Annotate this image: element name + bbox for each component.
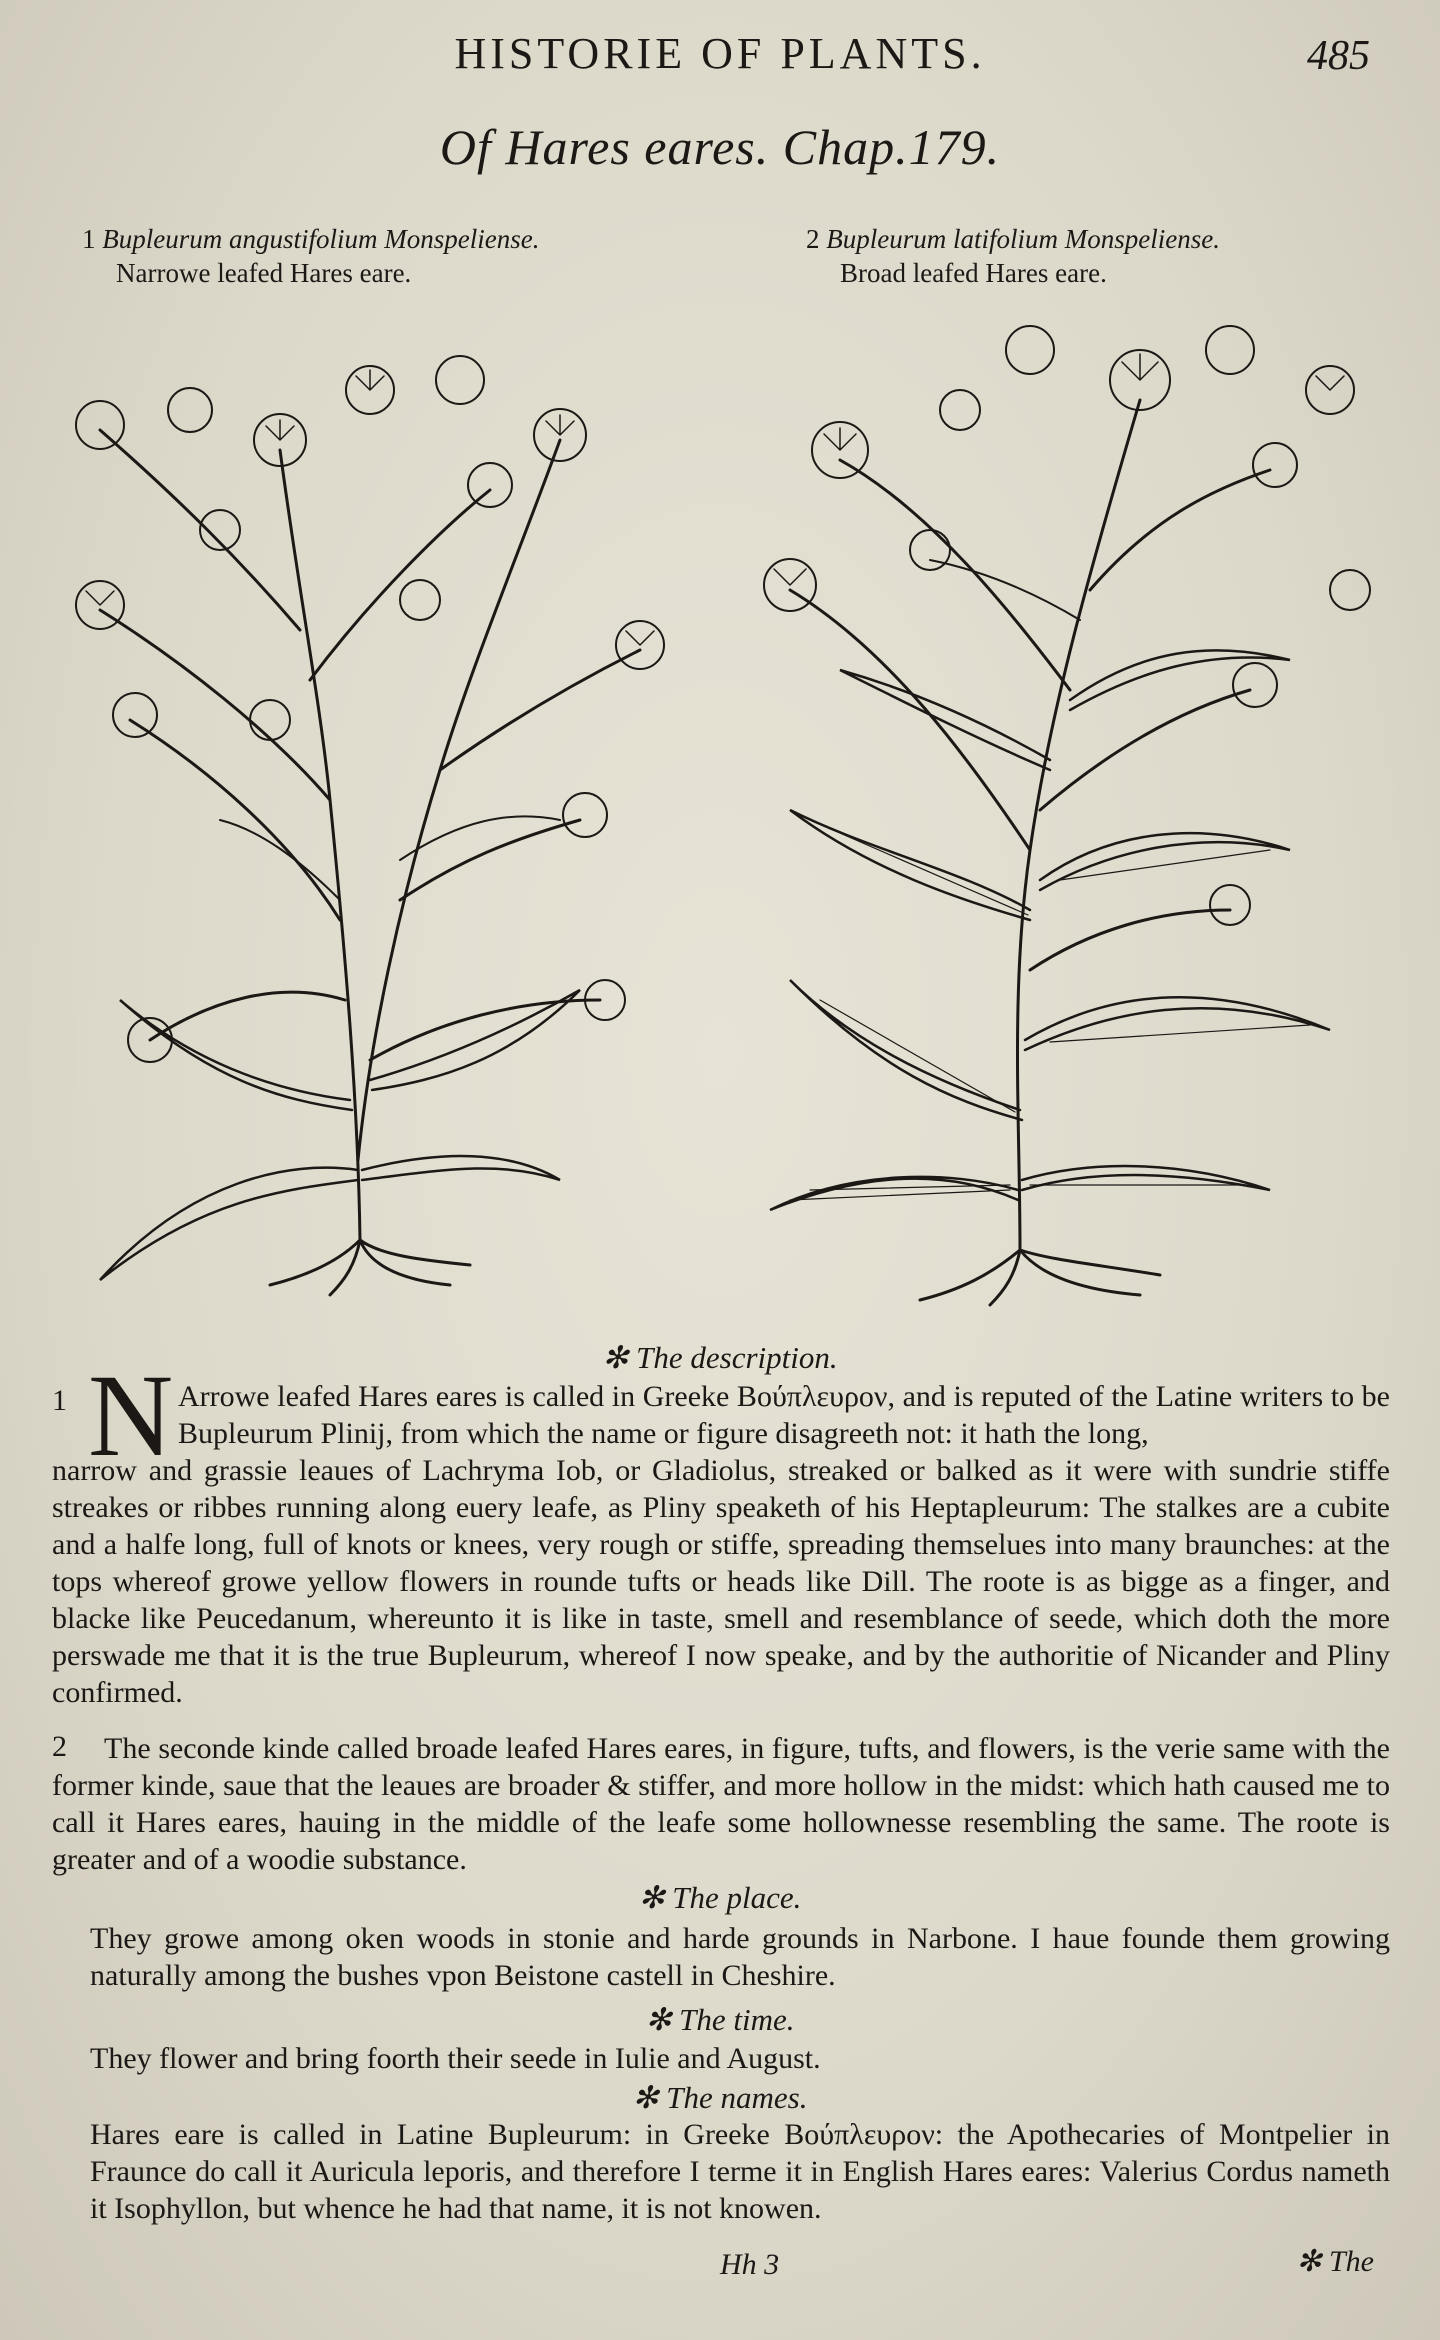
figure-1-latin-name: Bupleurum angustifolium Monspeliense.: [102, 224, 540, 254]
drop-capital: N: [88, 1350, 174, 1481]
names-paragraph: Hares eare is called in Latine Bupleurum: in Greeke Βούπλευρον: the Apothecaries of Montpelier in Fraunce do call it Auricula leporis, and therefore I terme it in English Hares eares: Valerius Cordus nameth it Isophyllon, but whence he had that name, it is not knowen.: [90, 2118, 1390, 2225]
signature-mark: Hh 3: [720, 2248, 780, 2281]
section-heading-description: ✻ The description.: [602, 1340, 838, 1375]
running-head: HISTORIE OF PLANTS.: [454, 29, 986, 78]
section-heading-place: ✻ The place.: [638, 1880, 802, 1915]
figure-2-english-name: Broad leafed Hares eare.: [840, 258, 1107, 288]
catchword: ✻ The: [1296, 2245, 1374, 2278]
woodcut-broad-leafed-hares-eare: [730, 290, 1410, 1310]
figure-1-number: 1: [82, 224, 96, 254]
time-paragraph: They flower and bring foorth their seede in Iulie and August.: [90, 2042, 821, 2075]
figure-2-number: 2: [806, 224, 820, 254]
figure-1-caption: [82, 222, 682, 290]
place-paragraph: They growe among oken woods in stonie and harde grounds in Narbone. I haue founde them growing naturally among the bushes vpon Beistone castell in Cheshire.: [90, 1922, 1390, 1992]
paragraph-2-number: 2: [52, 1730, 67, 1763]
description-paragraph-1: narrow and grassie leaues of Lachryma Iob, or Gladiolus, streaked or balked as it were with sundrie stiffe streakes or ribbes running along euery leafe, as Pliny speaketh of his Heptapleurum: The stalkes are a cubite and a halfe long, full of knots or knees, very rough or stiffe, spreading themselues into many braunches: at the tops whereof growe yellow flowers in rounde tufts or heads like Dill. The roote is as bigge as a finger, and blacke like Peucedanum, whereunto it is like in taste, smell and resemblance of seede, which doth the more perswade me that it is the true Bupleurum, whereof I now speake, and by the authoritie of Nicander and Pliny confirmed.: [52, 1454, 1390, 1709]
section-heading-time: ✻ The time.: [645, 2002, 795, 2037]
figure-2-caption: [806, 222, 1366, 290]
page-number: 485: [1307, 33, 1370, 79]
paragraph-1-number: 1: [52, 1384, 67, 1417]
woodcut-narrow-leafed-hares-eare: [40, 300, 680, 1300]
description-paragraph-1-opening: Arrowe leafed Hares eares is called in Greeke Βούπλευρον, and is reputed of the Latine writers to be Bupleurum Plinij, from which the name or figure disagreeth not: it hath the long,: [178, 1380, 1390, 1450]
chapter-title: Of Hares eares. Chap.179.: [439, 119, 1001, 175]
description-paragraph-2: The seconde kinde called broade leafed Hares eares, in figure, tufts, and flowers, is the verie same with the former kinde, saue that the leaues are broader & stiffer, and more hollow in the midst: which hath caused me to call it Hares eares, hauing in the middle of the leafe some hollownesse resembling the same. The roote is greater and of a woodie substance.: [52, 1732, 1390, 1876]
section-heading-names: ✻ The names.: [632, 2080, 808, 2115]
figure-1-english-name: Narrowe leafed Hares eare.: [116, 258, 412, 288]
figure-2-latin-name: Bupleurum latifolium Monspeliense.: [826, 224, 1220, 254]
